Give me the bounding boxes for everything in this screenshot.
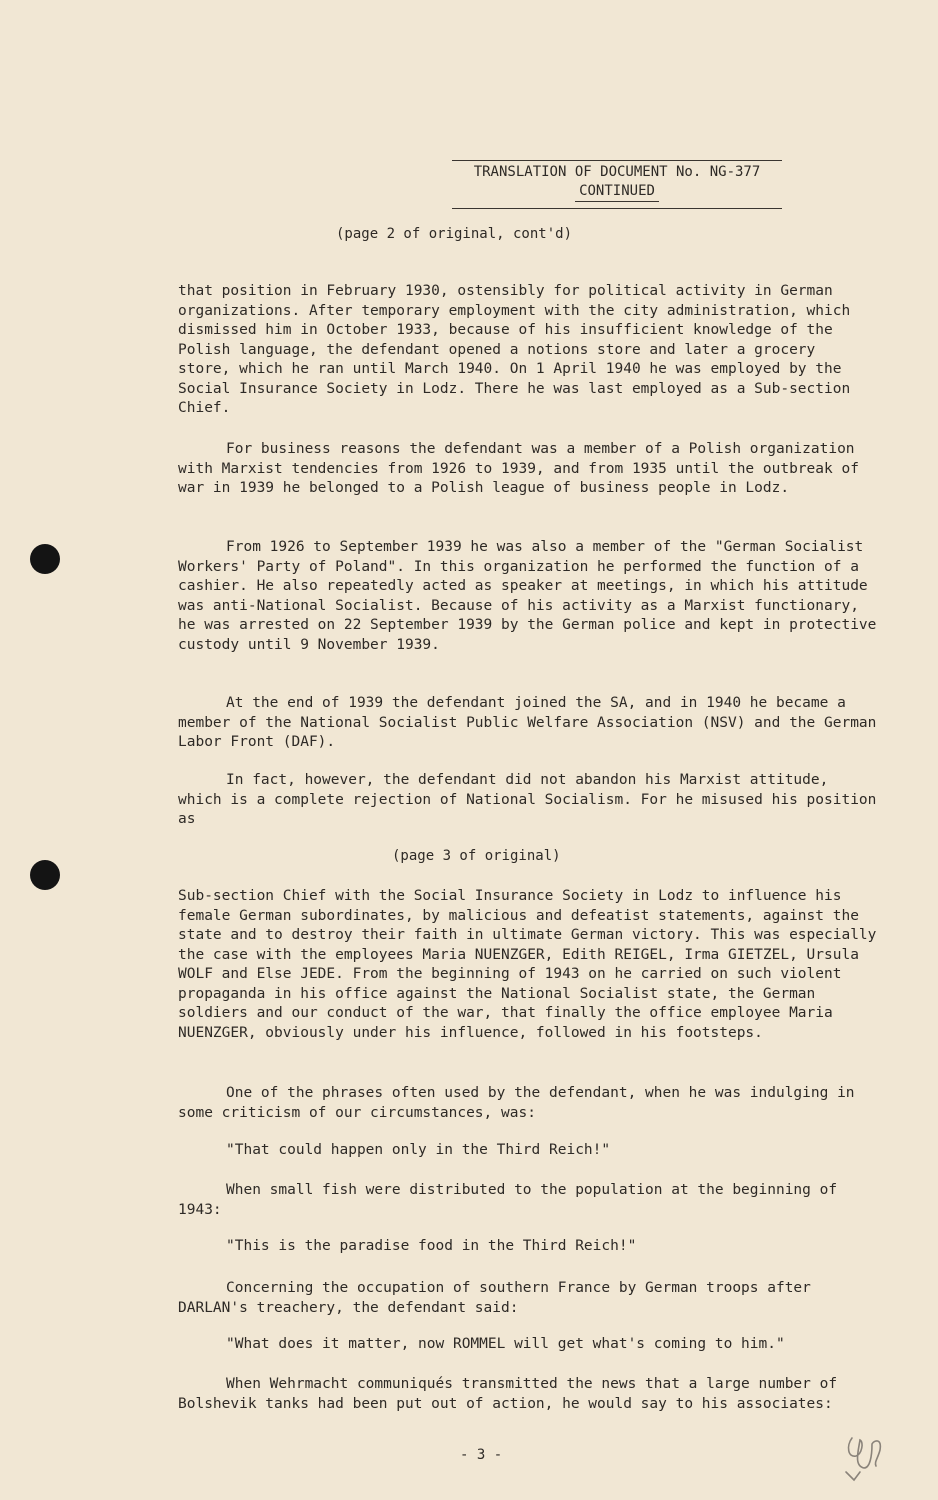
paragraph-5: In fact, however, the defendant did not abandon his Marxist attitude, which is a complete rejection of National Socialism. For he misused his position as — [178, 772, 886, 827]
paragraph-9: Concerning the occupation of southern France by German troops after DARLAN's treachery, the defendant said: — [178, 1280, 820, 1316]
paragraph-10: When Wehrmacht communiqués transmitted the news that a large number of Bolshevik tanks had been put out of action, he would say to his associates: — [178, 1376, 846, 1412]
punch-hole-bottom — [30, 860, 60, 890]
page-mark-2: (page 2 of original, cont'd) — [336, 226, 573, 242]
paragraph-2: For business reasons the defendant was a member of a Polish organization with Marxist tendencies from 1926 to 1939, and from 1935 until the outbreak of war in 1939 he belonged to a Polish league of business people in Lodz. — [178, 441, 868, 496]
document-header — [452, 160, 782, 209]
paragraph-1: that position in February 1930, ostensibly for political activity in German organizations. After temporary employment with the city administration, which dismissed him in October 1933, because of his insufficient knowledge of the Polish language, the defendant opened a notions store and later a grocery store, which he ran until March 1940. On 1 April 1940 he was employed by the Social Insurance Society in Lodz. There he was last employed as a Sub-section Chief. — [178, 283, 859, 416]
handwritten-mark — [842, 1432, 890, 1484]
quote-1: "That could happen only in the Third Reich!" — [226, 1142, 611, 1158]
header-continued: CONTINUED — [575, 182, 659, 202]
paragraph-3: From 1926 to September 1939 he was also a member of the "German Socialist Workers' Party of Poland". In this organization he performed the function of a cashier. He also repeatedly acted as speaker at meetings, in which his attitude was anti-National Socialist. Because of his activity as a Marxist functionary, he was arrested on 22 September 1939 by the German police and kept in protective custody until 9 November 1939. — [178, 539, 886, 653]
quote-3: "What does it matter, now ROMMEL will get what's coming to him." — [226, 1336, 785, 1352]
page-mark-3: (page 3 of original) — [392, 848, 561, 864]
punch-hole-top — [30, 544, 60, 574]
header-rule — [452, 202, 782, 209]
paragraph-4: At the end of 1939 the defendant joined the SA, and in 1940 he became a member of the National Socialist Public Welfare Association (NSV) and the German Labor Front (DAF). — [178, 695, 886, 750]
paragraph-8: When small fish were distributed to the population at the beginning of 1943: — [178, 1182, 846, 1218]
paragraph-7: One of the phrases often used by the defendant, when he was indulging in some criticism of our circumstances, was: — [178, 1085, 864, 1121]
paragraph-6: Sub-section Chief with the Social Insurance Society in Lodz to influence his female German subordinates, by malicious and defeatist statements, against the state and to destroy their faith in ultimate German victory. This was especially the case with the employees Maria NUENZGER, Edith REIGEL, Irma GIETZEL, Ursula WOLF and Else JEDE. From the beginning of 1943 on he carried on such violent propaganda in his office against the National Socialist state, the German soldiers and our conduct of the war, that finally the office employee Maria NUENZGER, obviously under his influence, followed in his footsteps. — [178, 888, 886, 1041]
page-number: - 3 - — [460, 1447, 503, 1463]
quote-2: "This is the paradise food in the Third Reich!" — [226, 1238, 637, 1254]
header-title: TRANSLATION OF DOCUMENT No. NG-377 — [452, 160, 782, 182]
